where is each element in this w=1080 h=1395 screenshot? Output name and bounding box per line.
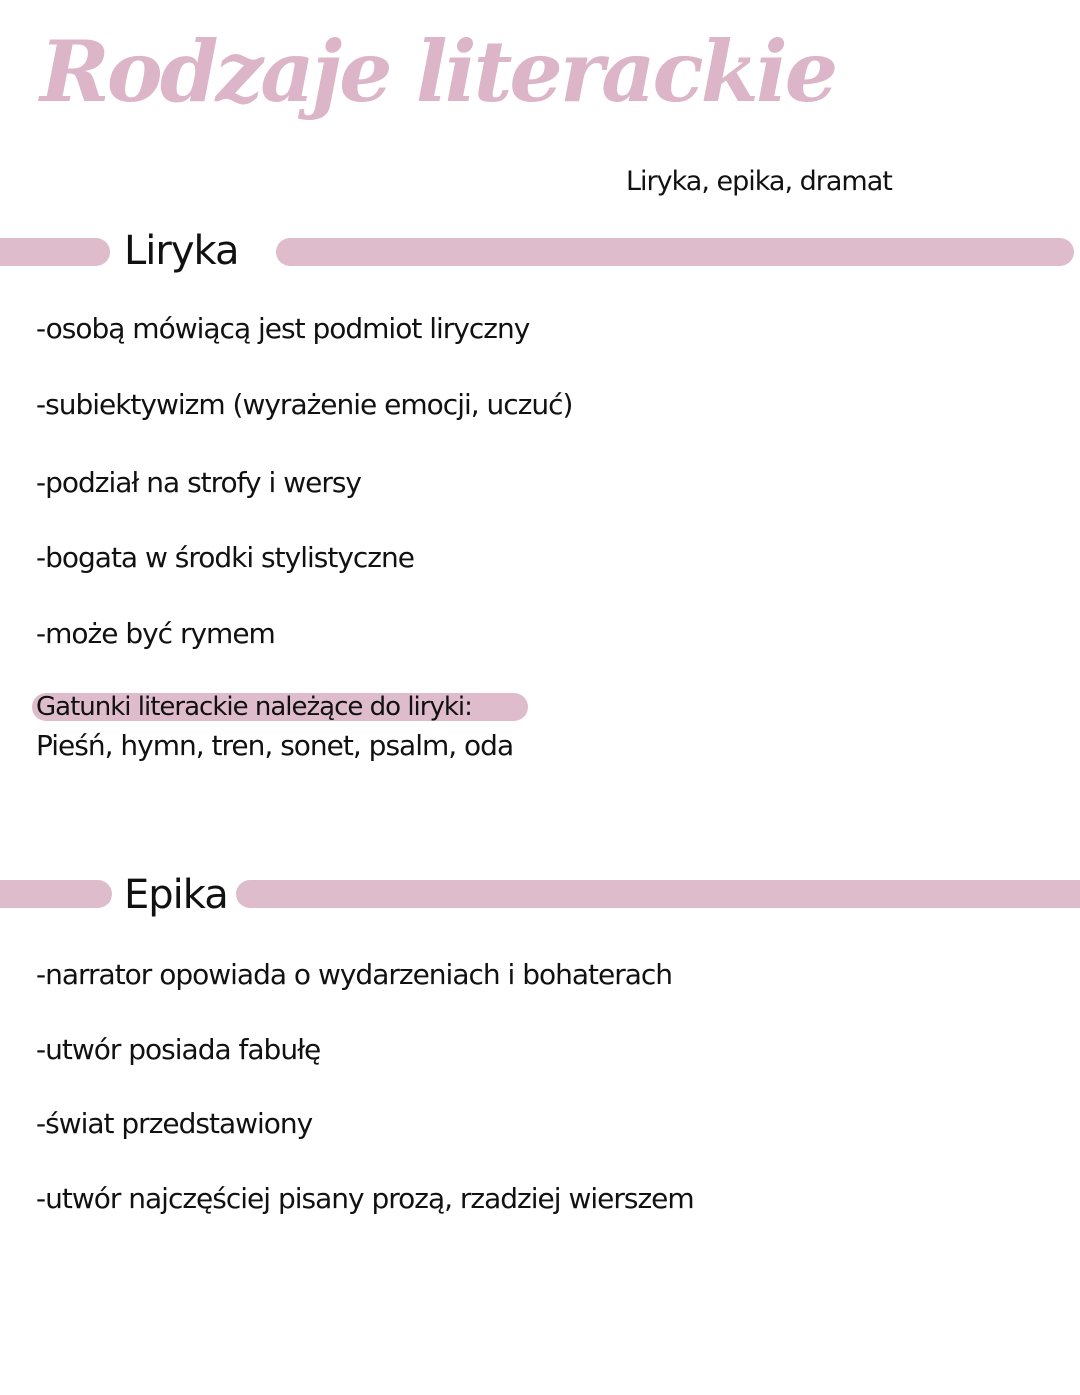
subtitle: Liryka, epika, dramat [626,166,892,197]
section-heading-liryka: Liryka [124,228,239,274]
genres-list: Pieśń, hymn, tren, sonet, psalm, oda [36,729,514,762]
heading-bar-right [236,880,1080,908]
heading-bar-left [0,238,110,266]
list-item: -narrator opowiada o wydarzeniach i bohaterach [36,958,673,991]
page-title: Rodzaje literackie [40,22,836,121]
list-item: -utwór najczęściej pisany prozą, rzadziej wierszem [36,1182,694,1215]
list-item: -utwór posiada fabułę [36,1033,321,1066]
heading-bar-left [0,880,112,908]
list-item: -osobą mówiącą jest podmiot liryczny [36,312,530,345]
list-item: -świat przedstawiony [36,1107,313,1140]
section-heading-epika: Epika [124,872,228,918]
list-item: -subiektywizm (wyrażenie emocji, uczuć) [36,388,573,421]
list-item: -bogata w środki stylistyczne [36,541,414,574]
list-item: -może być rymem [36,617,275,650]
genres-label: Gatunki literackie należące do liryki: [36,692,472,722]
heading-bar-right [276,238,1074,266]
list-item: -podział na strofy i wersy [36,466,361,499]
